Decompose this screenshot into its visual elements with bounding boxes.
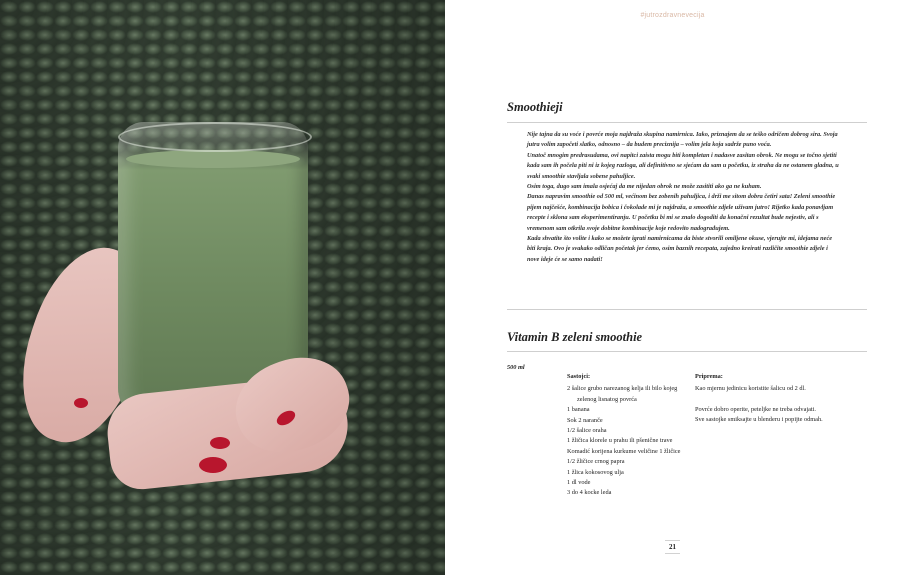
recipe-yield: 500 ml bbox=[507, 364, 525, 371]
intro-paragraph: Nije tajna da su voće i povrće moja najdraža skupina namirnica. Iako, priznajem da se teško odričem dobrog sira. Svoja jutra volim započeti slatko, odnosno – da budem preciznija – volim jela koja sadrže puno voća. bbox=[527, 131, 838, 149]
ingredients-title: Sastojci: bbox=[567, 373, 591, 380]
ingredient-item: 1 banana bbox=[567, 406, 590, 414]
ingredients-list bbox=[567, 372, 692, 499]
preparation-title: Priprema: bbox=[695, 373, 723, 380]
intro-paragraph: Osim toga, dugo sam imala osjećaj da me nijedan obrok ne može zasititi ako ga ne kuham. bbox=[527, 183, 762, 191]
section-title-smoothieji: Smoothieji bbox=[507, 100, 563, 114]
intro-paragraph: Kada shvatite što volite i kako se možete igrati namirnicama da biste stvorili omiljene okuse, vjerujte mi, idejama neće biti kraja. Ovo je svakako odličan početak jer ćemo, osim baznih recepata, zajedno kreirati različite smoothie zdjele i nove ideje će se samo nadati! bbox=[527, 235, 833, 263]
ingredient-item: Komadić korijena kurkume veličine 1 žličice bbox=[567, 447, 681, 455]
ingredient-item: 3 do 4 kocke leda bbox=[567, 489, 612, 497]
divider bbox=[507, 351, 867, 352]
recipe-title: Vitamin B zeleni smoothie bbox=[507, 330, 643, 344]
text-page bbox=[445, 0, 900, 575]
page-number-label: 21 bbox=[665, 540, 680, 554]
ingredient-item: 2 šalice grubo narezanog kelja ili bilo kojeg zelenog lisnatog povrća bbox=[567, 385, 678, 403]
preparation-steps bbox=[695, 372, 825, 436]
intro-paragraph: Danas napravim smoothie od 500 ml, većinom bez zobenih pahuljica, i drži me sitom dobra četiri sata! Zeleni smoothie pijem najčešće, kombinacija bobica i čokolade mi je najdraža, a smoothie zdjele uživam jutro! Rijetko kada ponavljam recepte i sklona sam eksperimentiranju. U početku bi mi se znalo dogoditi da konačni rezultat bude nejestiv, ali s vremenom sam otkrila svoje dobitne kombinacije koje redovito nadograđujem. bbox=[527, 193, 836, 232]
intro-text bbox=[527, 130, 839, 265]
divider bbox=[507, 122, 867, 123]
ingredient-item: 1 dl vode bbox=[567, 479, 591, 487]
preparation-step: Kao mjernu jedinicu koristite šalicu od 2 dl. bbox=[695, 385, 806, 393]
intro-paragraph: Unatoč mnogim predrasudama, ovi napitci zaista mogu biti kompletan i nadasve zasitan obrok. Ne mogu se točno sjetiti kada sam ih počela piti ni iz kojeg razloga, ali definitivno se sjećam da sam u početku, iz straha da ne ostanem gladna, u svaki smoothie stavljala sobene pahuljice. bbox=[527, 151, 839, 180]
ingredient-item: Sok 2 naranče bbox=[567, 416, 603, 424]
ingredient-item: 1 žličica klorele u prahu ili pšenične trave bbox=[567, 437, 673, 445]
ingredient-item: 1/2 žličice crnog papra bbox=[567, 458, 625, 466]
page-hashtag: #jutrozdravnevecija bbox=[640, 12, 705, 19]
ingredient-item: 1 žlica kokosovog ulja bbox=[567, 468, 624, 476]
page-number bbox=[445, 540, 900, 554]
ingredient-item: 1/2 šalice oraha bbox=[567, 427, 607, 435]
preparation-step: Povrće dobro operite, peteljke ne treba odvajati. Sve sastojke smiksajte u blenderu i popijte odmah. bbox=[695, 405, 823, 424]
divider bbox=[507, 309, 867, 310]
smoothie-photo bbox=[0, 0, 445, 575]
